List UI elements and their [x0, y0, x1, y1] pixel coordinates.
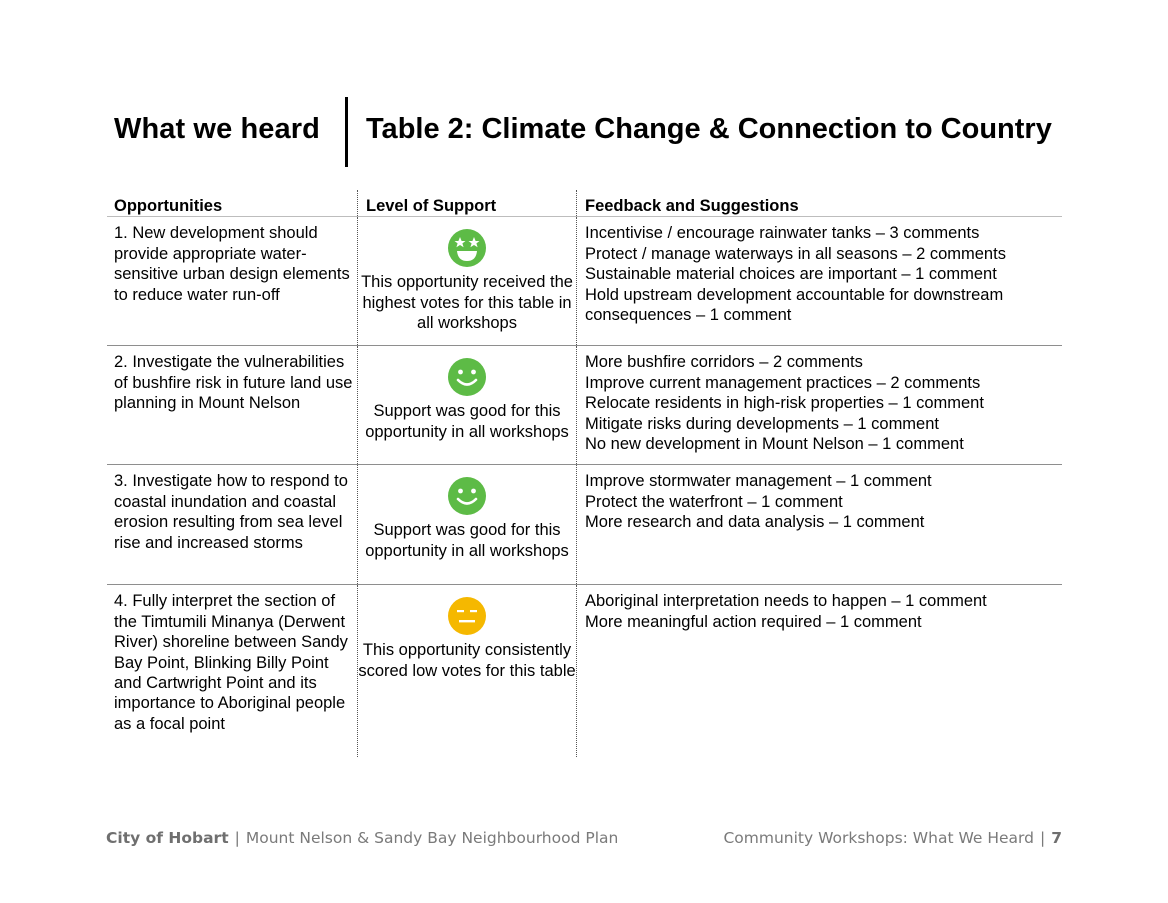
- column-header-support: Level of Support: [357, 190, 576, 216]
- feedback-item: Hold upstream development accountable for downstream consequences – 1 comment: [585, 285, 1004, 325]
- support-cell: [357, 217, 576, 345]
- opportunity-cell: 4. Fully interpret the section of the Timtumili Minanya (Derwent River) shoreline between Sandy Bay Point, Blinking Billy Point and Cartwright Point and its importance to Aboriginal people as a focal point: [114, 592, 348, 733]
- footer-org: City of Hobart: [106, 829, 229, 847]
- smiling-face-icon: [447, 357, 487, 397]
- header-divider: [345, 97, 348, 167]
- page-title: Table 2: Climate Change & Connection to Country: [366, 113, 1052, 145]
- support-cell: [357, 346, 576, 464]
- opportunity-cell: 3. Investigate how to respond to coastal inundation and coastal erosion resulting from sea level rise and increased storms: [114, 472, 348, 552]
- page-number: 7: [1051, 829, 1062, 847]
- column-header-feedback: Feedback and Suggestions: [576, 190, 1062, 216]
- feedback-cell: [576, 465, 1062, 584]
- feedback-item: More research and data analysis – 1 comment: [585, 513, 925, 532]
- feedback-cell: [576, 346, 1062, 464]
- feedback-item: Protect / manage waterways in all seasons – 2 comments: [585, 244, 1006, 263]
- footer-plan: Mount Nelson & Sandy Bay Neighbourhood Plan: [245, 829, 619, 847]
- feedback-cell: [576, 585, 1062, 757]
- footer-left: [106, 829, 618, 847]
- feedback-item: Incentivise / encourage rainwater tanks – 3 comments: [585, 224, 980, 243]
- footer-separator: |: [1039, 829, 1046, 847]
- feedback-item: Relocate residents in high-risk properties – 1 comment: [585, 394, 984, 413]
- feedback-cell: [576, 217, 1062, 345]
- support-text: This opportunity received the highest votes for this table in all workshops: [361, 273, 573, 333]
- column-header-opportunities: Opportunities: [114, 197, 223, 215]
- table-row: [107, 465, 1062, 585]
- feedback-item: Mitigate risks during developments – 1 comment: [585, 414, 939, 433]
- opportunity-cell: 1. New development should provide appropriate water-sensitive urban design elements to reduce water run-off: [114, 224, 350, 304]
- feedback-table: [107, 190, 1062, 757]
- support-text: Support was good for this opportunity in all workshops: [365, 402, 569, 441]
- feedback-item: Improve stormwater management – 1 comment: [585, 472, 932, 491]
- feedback-item: Aboriginal interpretation needs to happen – 1 comment: [585, 592, 987, 611]
- support-text: This opportunity consistently scored low votes for this table: [358, 641, 576, 680]
- support-text: Support was good for this opportunity in all workshops: [365, 521, 569, 560]
- section-heading: What we heard: [114, 113, 320, 145]
- feedback-item: Sustainable material choices are important – 1 comment: [585, 265, 997, 284]
- feedback-item: No new development in Mount Nelson – 1 comment: [585, 435, 964, 454]
- support-cell: [357, 585, 576, 757]
- feedback-item: Improve current management practices – 2 comments: [585, 373, 981, 392]
- table-row: [107, 346, 1062, 465]
- feedback-item: More bushfire corridors – 2 comments: [585, 353, 863, 372]
- opportunity-cell: 2. Investigate the vulnerabilities of bushfire risk in future land use planning in Mount Nelson: [114, 353, 353, 413]
- footer-right: [723, 829, 1062, 847]
- feedback-item: More meaningful action required – 1 comment: [585, 612, 922, 631]
- footer-separator: |: [234, 829, 240, 847]
- table-header-row: [107, 190, 1062, 217]
- neutral-face-icon: [447, 596, 487, 636]
- support-cell: [357, 465, 576, 584]
- feedback-item: Protect the waterfront – 1 comment: [585, 492, 843, 511]
- table-row: [107, 217, 1062, 346]
- table-row: [107, 585, 1062, 757]
- smiling-face-icon: [447, 476, 487, 516]
- footer-doc: Community Workshops: What We Heard: [723, 829, 1034, 847]
- grinning-star-eyes-face-icon: [447, 228, 487, 268]
